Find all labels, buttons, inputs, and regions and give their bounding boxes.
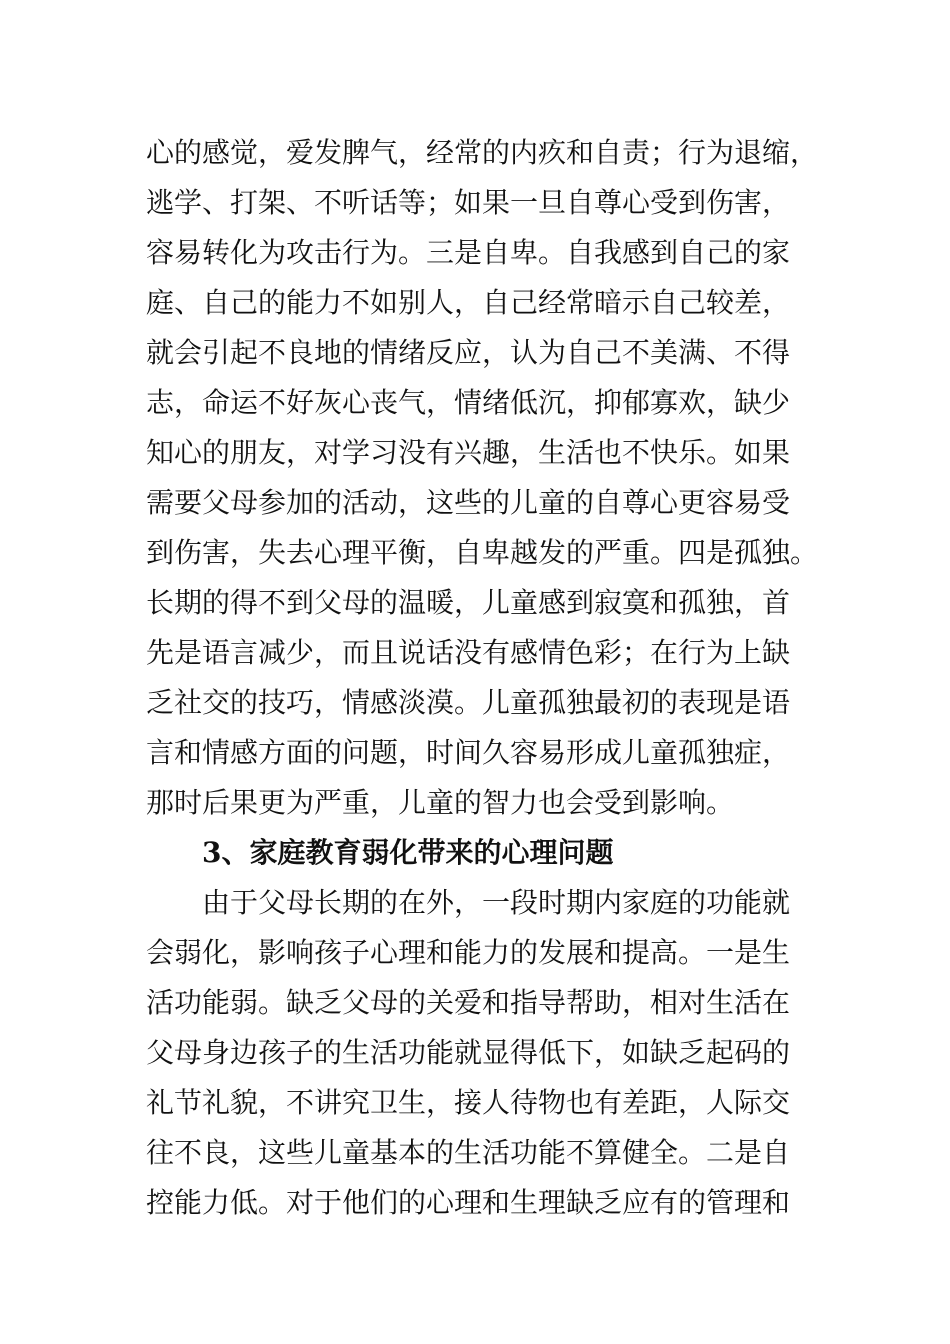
text-line: 父母身边孩子的生活功能就显得低下，如缺乏起码的	[146, 1036, 791, 1069]
text-line: 往不良，这些儿童基本的生活功能不算健全。二是自	[146, 1136, 791, 1169]
text-line: 会弱化，影响孩子心理和能力的发展和提高。一是生	[146, 936, 791, 969]
text-line: 言和情感方面的问题，时间久容易形成儿童孤独症，	[146, 736, 791, 769]
text-line: 那时后果更为严重，儿童的智力也会受到影响。	[146, 786, 735, 819]
text-line: 就会引起不良地的情绪反应，认为自己不美满、不得	[146, 336, 791, 369]
text-line: 心的感觉，爱发脾气，经常的内疚和自责；行为退缩，	[146, 136, 819, 169]
text-line: 庭、自己的能力不如别人，自己经常暗示自己较差，	[146, 286, 791, 319]
text-line: 由于父母长期的在外，一段时期内家庭的功能就	[202, 886, 791, 919]
text-line: 需要父母参加的活动，这些的儿童的自尊心更容易受	[146, 486, 791, 519]
text-line: 长期的得不到父母的温暖，儿童感到寂寞和孤独，首	[146, 586, 791, 619]
text-line: 控能力低。对于他们的心理和生理缺乏应有的管理和	[146, 1186, 791, 1219]
text-line: 先是语言减少，而且说话没有感情色彩；在行为上缺	[146, 636, 791, 669]
text-line: 逃学、打架、不听话等；如果一旦自尊心受到伤害，	[146, 186, 791, 219]
text-line: 志，命运不好灰心丧气，情绪低沉，抑郁寡欢，缺少	[146, 386, 791, 419]
body-text	[146, 128, 846, 1228]
text-line: 活功能弱。缺乏父母的关爱和指导帮助，相对生活在	[146, 986, 791, 1019]
text-line: 到伤害，失去心理平衡，自卑越发的严重。四是孤独。	[146, 536, 819, 569]
text-line: 礼节礼貌，不讲究卫生，接人待物也有差距，人际交	[146, 1086, 791, 1119]
text-line: 知心的朋友，对学习没有兴趣，生活也不快乐。如果	[146, 436, 791, 469]
text-line: 容易转化为攻击行为。三是自卑。自我感到自己的家	[146, 236, 791, 269]
section-heading: 3、家庭教育弱化带来的心理问题	[202, 836, 614, 869]
text-line: 乏社交的技巧，情感淡漠。儿童孤独最初的表现是语	[146, 686, 791, 719]
